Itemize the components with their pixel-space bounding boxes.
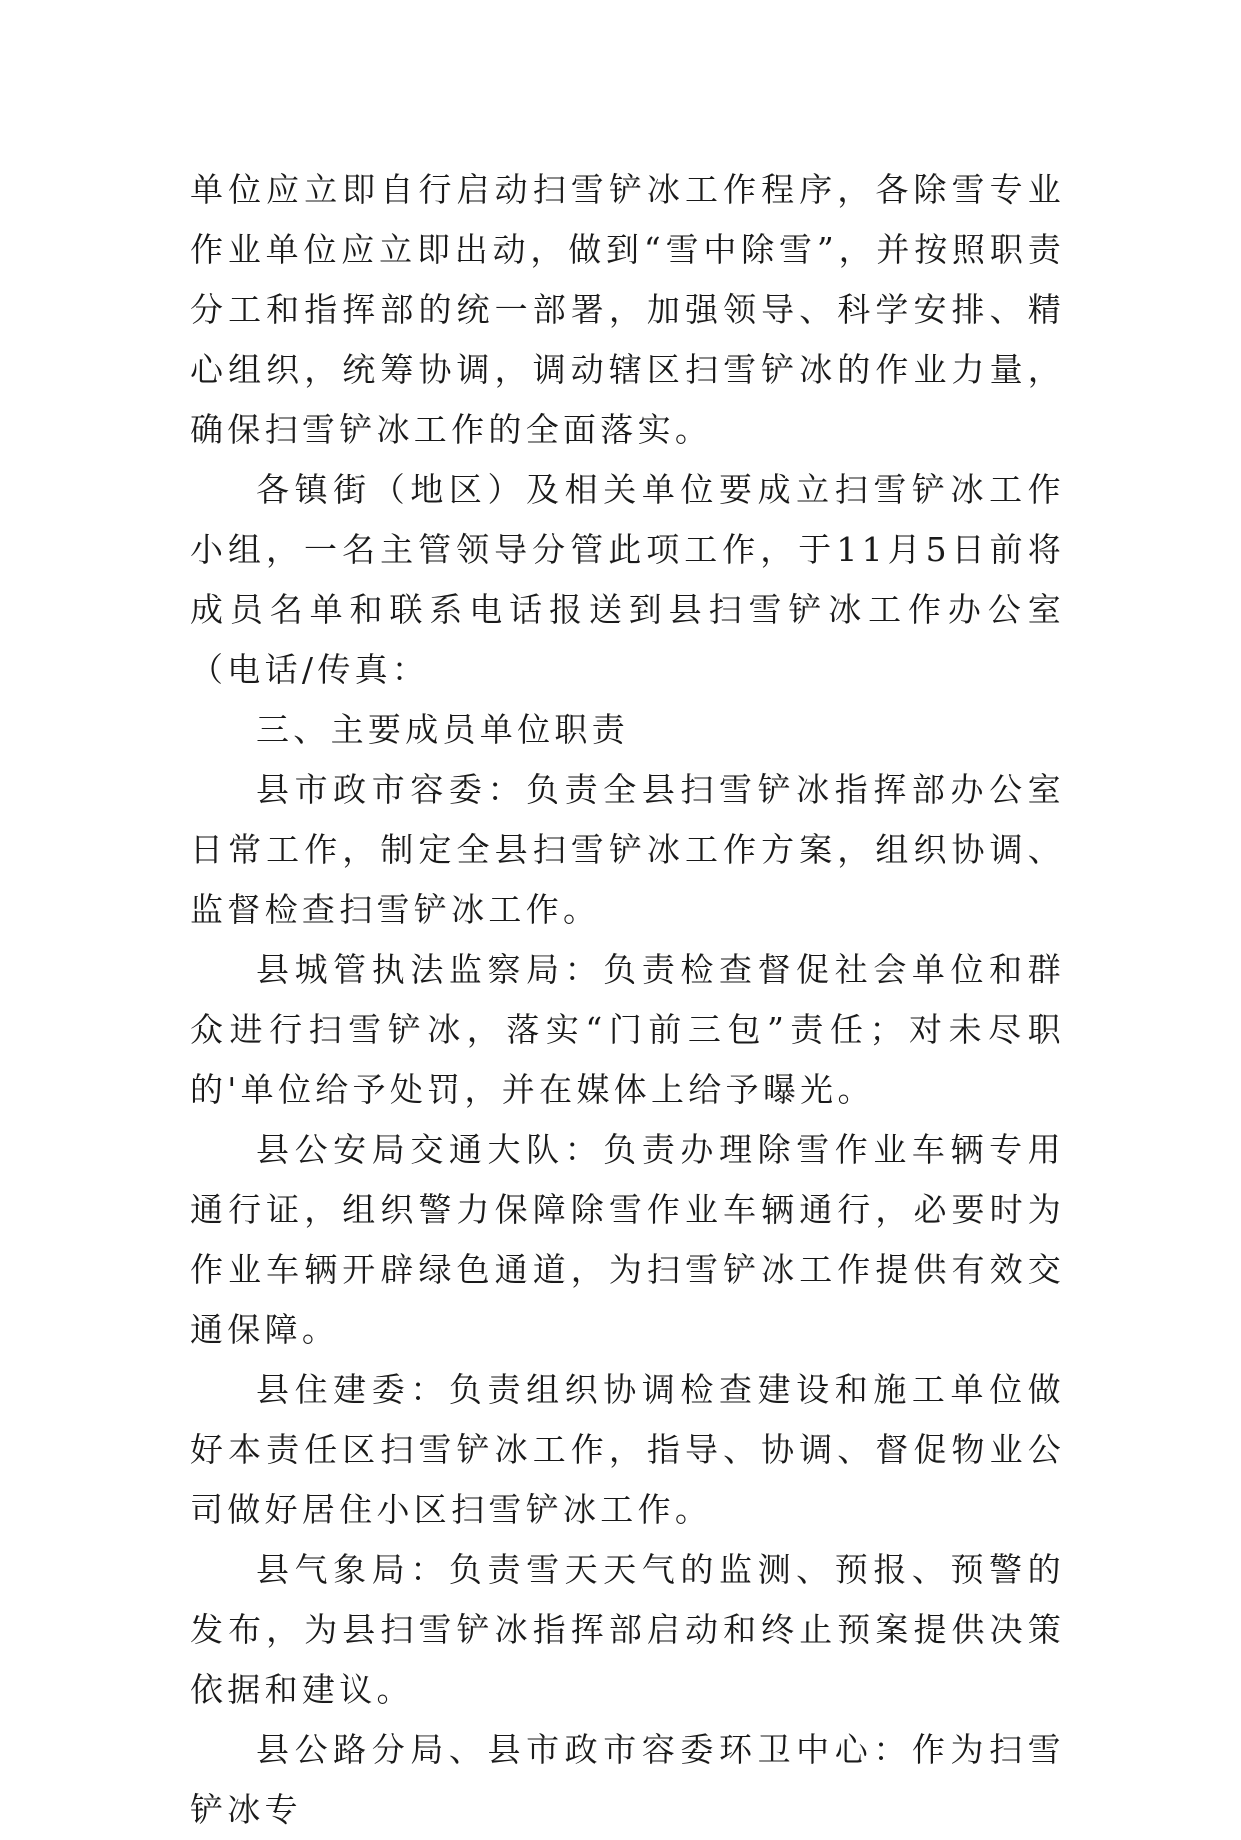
paragraph-meteorological-bureau: 县气象局：负责雪天天气的监测、预报、预警的发布，为县扫雪铲冰指挥部启动和终止预案提供决策依据和建议。 <box>190 1550 1065 1709</box>
paragraph-highway-sanitation: 县公路分局、县市政市容委环卫中心：作为扫雪铲冰专 <box>190 1730 1065 1829</box>
paragraph-continuation: 单位应立即自行启动扫雪铲冰工作程序，各除雪专业作业单位应立即出动，做到“雪中除雪”，并按照职责分工和指挥部的统一部署，加强领导、科学安排、精心组织，统筹协调，调动辖区扫雪铲冰的作业力量，确保扫雪铲冰工作的全面落实。 <box>190 170 1065 449</box>
paragraph-municipal-commission: 县市政市容委：负责全县扫雪铲冰指挥部办公室日常工作，制定全县扫雪铲冰工作方案，组织协调、监督检查扫雪铲冰工作。 <box>190 770 1065 929</box>
paragraph-working-group: 各镇街（地区）及相关单位要成立扫雪铲冰工作小组，一名主管领导分管此项工作，于11月5日前将成员名单和联系电话报送到县扫雪铲冰工作办公室（电话/传真： <box>190 470 1065 689</box>
section-heading-responsibilities: 三、主要成员单位职责 <box>256 710 629 749</box>
paragraph-traffic-police: 县公安局交通大队：负责办理除雪作业车辆专用通行证，组织警力保障除雪作业车辆通行，必要时为作业车辆开辟绿色通道，为扫雪铲冰工作提供有效交通保障。 <box>190 1130 1065 1349</box>
document-body <box>190 160 1065 1840</box>
paragraph-urban-management: 县城管执法监察局：负责检查督促社会单位和群众进行扫雪铲冰，落实“门前三包”责任；对未尽职的'单位给予处罚，并在媒体上给予曝光。 <box>190 950 1065 1109</box>
paragraph-housing-commission: 县住建委：负责组织协调检查建设和施工单位做好本责任区扫雪铲冰工作，指导、协调、督促物业公司做好居住小区扫雪铲冰工作。 <box>190 1370 1065 1529</box>
